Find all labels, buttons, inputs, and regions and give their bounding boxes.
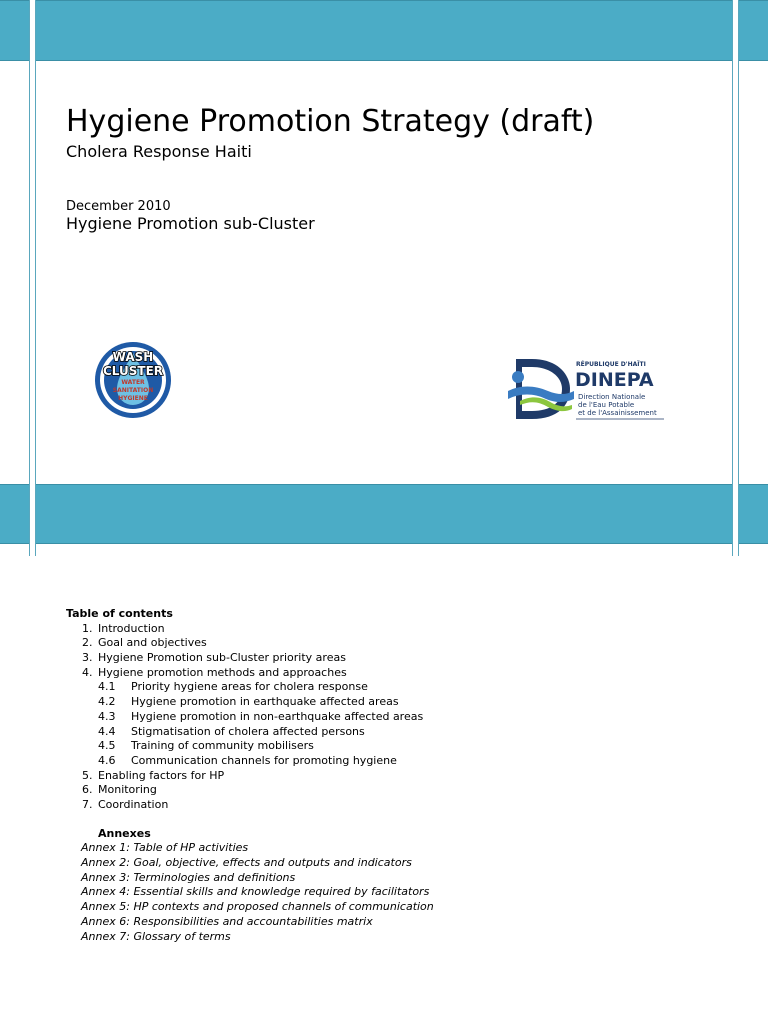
toc-item-text: Coordination (98, 797, 169, 811)
toc-item[interactable] (66, 783, 706, 798)
left-border-rail (29, 0, 36, 556)
document-date: December 2010 (66, 199, 171, 214)
table-of-contents (66, 607, 706, 944)
toc-subitem-number: 4.2 (98, 695, 116, 709)
wash-logo-line1: WASH (112, 350, 154, 364)
toc-subitem-number: 4.1 (98, 680, 116, 694)
toc-item-number: 4. (82, 665, 93, 679)
toc-subitem-text: Training of community mobilisers (131, 739, 314, 753)
toc-subitem-number: 4.5 (98, 739, 116, 753)
toc-subitem-text: Hygiene promotion in earthquake affected areas (131, 695, 399, 709)
toc-item-text: Monitoring (98, 783, 157, 797)
annex-item[interactable]: Annex 7: Glossary of terms (81, 929, 231, 943)
toc-item-number: 7. (82, 797, 93, 811)
toc-item-number: 5. (82, 768, 93, 782)
wash-cluster-logo (93, 339, 173, 421)
annex-item[interactable]: Annex 6: Responsibilities and accountabilities matrix (81, 914, 373, 928)
toc-item-text: Goal and objectives (98, 636, 207, 650)
toc-subitem-text: Communication channels for promoting hygiene (131, 753, 397, 767)
toc-subitem[interactable] (66, 725, 706, 740)
toc-item-number: 3. (82, 651, 93, 665)
document-title: Hygiene Promotion Strategy (draft) (66, 104, 595, 139)
document-subtitle: Cholera Response Haiti (66, 142, 252, 161)
toc-item-number: 6. (82, 783, 93, 797)
toc-item-number: 2. (82, 636, 93, 650)
toc-item[interactable] (66, 798, 706, 813)
header-band (0, 0, 768, 61)
toc-subitem-text: Hygiene promotion in non-earthquake affected areas (131, 709, 424, 723)
annex-item[interactable]: Annex 5: HP contexts and proposed channels of communication (81, 900, 434, 914)
dinepa-country: RÉPUBLIQUE D'HAÏTI (576, 361, 646, 368)
toc-item-text: Enabling factors for HP (98, 768, 225, 782)
annex-item[interactable]: Annex 4: Essential skills and knowledge required by facilitators (81, 885, 430, 899)
toc-subitem-text: Stigmatisation of cholera affected persons (131, 724, 365, 738)
toc-item[interactable] (66, 651, 706, 666)
divider-band (0, 484, 768, 544)
dinepa-logo (506, 355, 666, 423)
toc-item[interactable] (66, 769, 706, 784)
annex-item[interactable]: Annex 2: Goal, objective, effects and outputs and indicators (81, 856, 412, 870)
wash-logo-ring-1: WATER (121, 379, 145, 386)
wash-logo-ring-2: SANITATION (112, 387, 154, 394)
annex-item[interactable]: Annex 1: Table of HP activities (81, 841, 249, 855)
toc-item[interactable] (66, 622, 706, 637)
dinepa-line3: et de l'Assainissement (578, 409, 657, 417)
toc-title: Table of contents (66, 607, 173, 620)
wash-logo-ring-3: HYGIENE (118, 395, 148, 402)
toc-item-text: Hygiene promotion methods and approaches (98, 665, 347, 679)
annex-item[interactable]: Annex 3: Terminologies and definitions (81, 870, 296, 884)
dinepa-name: DINEPA (575, 369, 654, 391)
toc-item-number: 1. (82, 621, 93, 635)
toc-item-text: Introduction (98, 621, 165, 635)
toc-subitem-text: Priority hygiene areas for cholera response (131, 680, 368, 694)
document-organization: Hygiene Promotion sub-Cluster (66, 214, 315, 233)
toc-subitem[interactable] (66, 695, 706, 710)
toc-subitem[interactable] (66, 754, 706, 769)
dinepa-line1: Direction Nationale (578, 393, 646, 401)
toc-subitem-number: 4.3 (98, 709, 116, 723)
toc-subitem[interactable] (66, 710, 706, 725)
toc-subitem-number: 4.6 (98, 753, 116, 767)
right-border-rail (732, 0, 739, 556)
toc-item[interactable] (66, 666, 706, 681)
annexes-heading: Annexes (98, 826, 151, 840)
toc-subitem-number: 4.4 (98, 724, 116, 738)
toc-item-text: Hygiene Promotion sub-Cluster priority areas (98, 651, 346, 665)
toc-item[interactable] (66, 636, 706, 651)
wash-logo-line2: CLUSTER (102, 364, 164, 378)
dinepa-line2: de l'Eau Potable (578, 401, 635, 409)
toc-subitem[interactable] (66, 680, 706, 695)
toc-subitem[interactable] (66, 739, 706, 754)
